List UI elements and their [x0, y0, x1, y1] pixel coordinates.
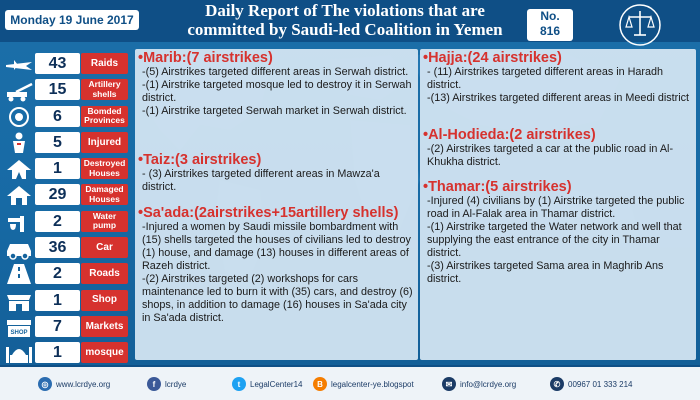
stat-label: Water pump [81, 211, 128, 232]
stat-count: 1 [35, 158, 80, 179]
report-header [0, 0, 700, 42]
water-pump-icon [4, 210, 34, 234]
stat-row [4, 288, 128, 313]
thamar-line: -(3) Airstrikes targeted Sama area in Maghrib Ans district. [427, 260, 664, 285]
lcrd-logo [617, 3, 663, 51]
scales-of-justice-icon [617, 3, 663, 51]
section-title-hajja: •Hajja:(24 airstrikes) [423, 50, 562, 66]
stat-count: 1 [35, 290, 80, 311]
marib-line: -(5) Airstrikes targeted different areas in Serwah district. [142, 66, 409, 78]
stat-row [4, 209, 128, 234]
statistics-sidebar [4, 51, 128, 367]
blogger-icon: B [313, 377, 327, 391]
stat-count: 15 [35, 79, 80, 100]
report-title-line2: committed by Saudi-led Coalition in Yemen [187, 20, 503, 39]
report-number: 816 [539, 24, 561, 38]
footer-blog-text: legalcenter-ye.blogspot [331, 379, 414, 389]
left-report-panel [135, 49, 418, 360]
footer-facebook[interactable] [147, 376, 186, 392]
marib-line: -(1) Airstrike targeted mosque led to destroy it in Serwah district. [142, 79, 412, 104]
stat-row [4, 314, 128, 339]
twitter-icon: t [232, 377, 246, 391]
section-body-thamar [420, 195, 696, 286]
stat-count: 7 [35, 316, 80, 337]
stat-label: Bomded Provinces [81, 106, 128, 127]
stat-label: Destroyed Houses [81, 158, 128, 179]
marib-line: -(1) Airstrike targeted Serwah market in Serwah district. [142, 105, 407, 117]
stat-row [4, 130, 128, 155]
stat-row [4, 182, 128, 207]
report-number-badge [527, 9, 573, 41]
thamar-line: -Injured (4) civilians by (1) Airstrike targeted the public road in Al-Falak area in Thamar district. [427, 195, 685, 220]
stat-row [4, 104, 128, 129]
section-body-marib [135, 66, 418, 118]
damaged-house-icon [4, 183, 34, 207]
section-body-hajja [420, 66, 696, 105]
stat-row [4, 235, 128, 260]
shop-icon [4, 289, 34, 313]
envelope-icon: ✉ [442, 377, 456, 391]
stat-row [4, 77, 128, 102]
jet-icon [4, 52, 34, 76]
taiz-line: - (3) Airstrikes targeted different areas in Mawza'a district. [142, 168, 380, 193]
stat-label: Artillery shells [81, 79, 128, 100]
stat-count: 2 [35, 211, 80, 232]
phone-icon: ✆ [550, 377, 564, 391]
section-saada [135, 206, 418, 325]
stat-label: Shop [81, 290, 128, 311]
stat-label: Roads [81, 263, 128, 284]
svg-text:SHOP: SHOP [10, 329, 28, 336]
hodieda-line: -(2) Airstrikes targeted a car at the public road in Al-Khukha district. [427, 143, 674, 168]
stat-row [4, 261, 128, 286]
section-thamar [420, 180, 696, 286]
section-body-taiz [135, 168, 418, 194]
footer-website[interactable] [38, 376, 110, 392]
stat-label: Markets [81, 316, 128, 337]
section-marib [135, 51, 418, 118]
destroyed-house-icon [4, 157, 34, 181]
stat-label: Car [81, 237, 128, 258]
stat-count: 1 [35, 342, 80, 363]
saada-line: -Injured a women by Saudi missile bombardment with (15) shells targeted the houses of civilians led to destroy (1) house, and damage (13) houses in different areas of Razeh district. [142, 221, 411, 272]
globe-icon: ◎ [38, 377, 52, 391]
saada-line: -(2) Airstrikes targeted (2) workshops for cars maintenance led to burn it with (35) cars, and destroy (6) shops, in addition to damage (16) houses in Sa'ada city in Sa'ada district. [142, 273, 413, 324]
footer-twitter-text: LegalCenter14 [250, 379, 303, 389]
section-title-thamar: •Thamar:(5 airstrikes) [423, 179, 572, 195]
stat-row [4, 156, 128, 181]
report-title [160, 1, 530, 39]
artillery-icon [4, 78, 34, 102]
section-title-hodieda: •Al-Hodieda:(2 airstrikes) [423, 127, 596, 143]
report-title-line1: Daily Report of The violations that are [205, 1, 485, 20]
section-body-saada [135, 221, 418, 325]
footer-facebook-text: lcrdye [165, 379, 187, 389]
footer-phone-text: 00967 01 333 214 [568, 379, 633, 389]
stat-label: Raids [81, 53, 128, 74]
contact-footer [0, 365, 700, 400]
facebook-icon: f [147, 377, 161, 391]
stat-row [4, 51, 128, 76]
right-report-panel [420, 49, 696, 360]
road-icon [4, 262, 34, 286]
footer-email[interactable] [442, 376, 516, 392]
stat-label: mosque [81, 342, 128, 363]
footer-phone[interactable] [550, 376, 633, 392]
stat-count: 6 [35, 106, 80, 127]
market-icon [4, 315, 34, 339]
hajja-line: -(13) Airstrikes targeted different areas in Meedi district [427, 92, 690, 104]
section-hodieda [420, 128, 696, 169]
footer-twitter[interactable] [232, 376, 302, 392]
section-taiz [135, 153, 418, 194]
thamar-line: -(1) Airstrike targeted the Water network and well that supplying the east entrance of the city in Thamar district. [427, 221, 682, 259]
section-hajja [420, 51, 696, 105]
section-body-hodieda [420, 143, 696, 169]
stat-count: 29 [35, 184, 80, 205]
footer-website-text: www.lcrdye.org [56, 379, 111, 389]
mosque-icon [4, 341, 34, 365]
target-province-icon [4, 105, 34, 129]
stat-row [4, 340, 128, 365]
report-date: Monday 19 June 2017 [5, 10, 139, 30]
section-title-marib: •Marib:(7 airstrikes) [138, 50, 273, 66]
stat-count: 36 [35, 237, 80, 258]
footer-email-text: info@lcrdye.org [460, 379, 517, 389]
section-title-taiz: •Taiz:(3 airstrikes) [138, 152, 262, 168]
car-icon [4, 236, 34, 260]
hajja-line: - (11) Airstrikes targeted different areas in Haradh district. [427, 66, 664, 91]
injured-person-icon [4, 131, 34, 155]
stat-count: 5 [35, 132, 80, 153]
stat-count: 2 [35, 263, 80, 284]
section-title-saada: •Sa'ada:(2airstrikes+15artillery shells) [138, 205, 399, 221]
footer-blog[interactable] [313, 376, 414, 392]
report-number-label: No. [540, 9, 560, 23]
stat-count: 43 [35, 53, 80, 74]
stat-label: Damaged Houses [81, 184, 128, 205]
stat-label: Injured [81, 132, 128, 153]
